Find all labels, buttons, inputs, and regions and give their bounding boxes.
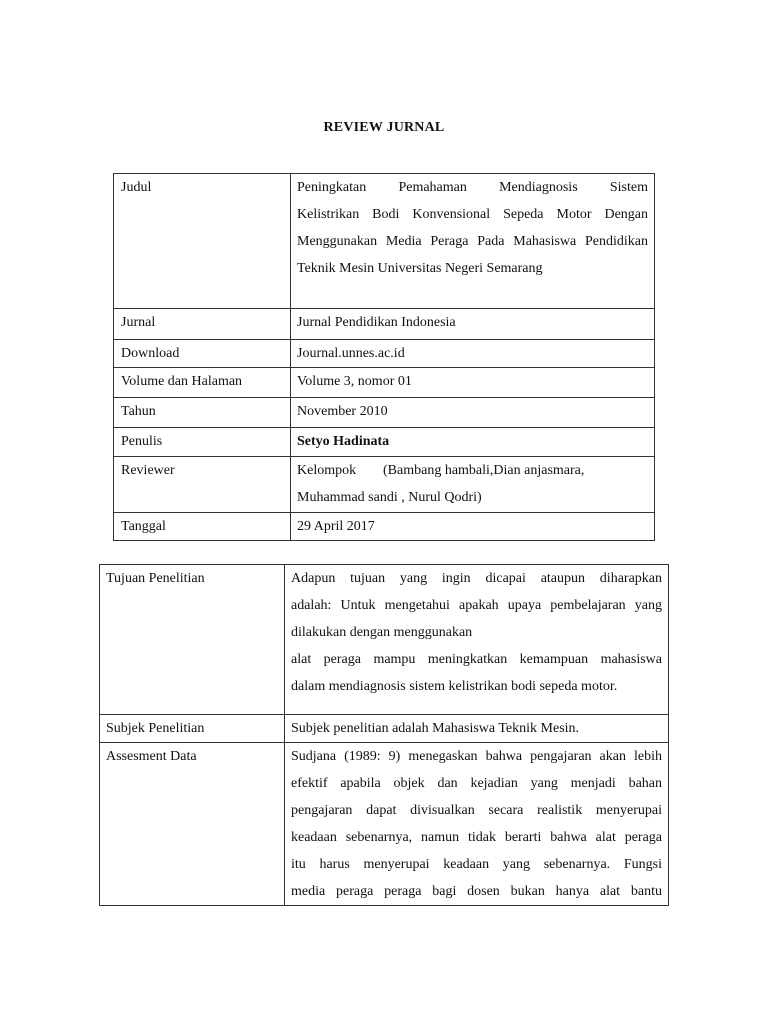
judul-label: Judul [114,174,291,309]
subjek-label: Subjek Penelitian [100,715,285,743]
reviewer-value [291,457,655,513]
table-row [114,398,655,428]
judul-value [291,174,655,309]
table-row [114,368,655,398]
download-label: Download [114,340,291,368]
table-row [100,565,669,715]
assessment-line: efektif apabila objek dan kejadian yang menjadi bahan [291,776,662,791]
assessment-line: keadaan sebenarnya, namun tidak berarti bahwa alat peraga [291,830,662,845]
tujuan-line: adalah: Untuk mengetahui apakah upaya pembelajaran yang [291,598,662,613]
penulis-value: Setyo Hadinata [291,428,655,457]
table-row [114,457,655,513]
journal-info-table [113,173,655,541]
document-title: REVIEW JURNAL [323,120,445,135]
reviewer-label: Reviewer [114,457,291,513]
tujuan-value [285,565,669,715]
table-row [114,309,655,340]
judul-line: Menggunakan Media Peraga Pada Mahasiswa Pendidikan [297,234,648,249]
tujuan-label: Tujuan Penelitian [100,565,285,715]
table-row [114,513,655,541]
jurnal-value: Jurnal Pendidikan Indonesia [291,309,655,340]
jurnal-label: Jurnal [114,309,291,340]
reviewer-group: Kelompok [297,463,357,478]
assessment-line: pengajaran dapat divisualkan secara realistik menyerupai [291,803,662,818]
tahun-value: November 2010 [291,398,655,428]
tujuan-line: Adapun tujuan yang ingin dicapai ataupun diharapkan [291,571,662,586]
tujuan-line: dalam mendiagnosis sistem kelistrikan bodi sepeda motor. [291,679,618,694]
subjek-value: Subjek penelitian adalah Mahasiswa Teknik Mesin. [285,715,669,743]
table-row [114,174,655,309]
table-row [114,340,655,368]
assessment-line: Sudjana (1989: 9) menegaskan bahwa pengajaran akan lebih [291,749,662,764]
reviewer-names: (Bambang hambali,Dian anjasmara, [383,463,585,478]
penulis-label: Penulis [114,428,291,457]
table-row [114,428,655,457]
assessment-line: media peraga peraga bagi dosen bukan hanya alat bantu [291,884,662,899]
volume-value: Volume 3, nomor 01 [291,368,655,398]
assessment-label: Assesment Data [100,743,285,906]
reviewer-line [297,457,648,484]
table-row [100,715,669,743]
tahun-label: Tahun [114,398,291,428]
tujuan-line: dilakukan dengan menggunakan [291,625,473,640]
judul-line: Kelistrikan Bodi Konvensional Sepeda Motor Dengan [297,207,648,222]
research-summary-table [99,564,669,906]
tanggal-label: Tanggal [114,513,291,541]
tujuan-line: alat peraga mampu meningkatkan kemampuan mahasiswa [291,652,662,667]
reviewer-names: Muhammad sandi , Nurul Qodri) [297,490,482,505]
table-row [100,743,669,906]
tanggal-value: 29 April 2017 [291,513,655,541]
judul-line: Peningkatan Pemahaman Mendiagnosis Sistem [297,180,648,195]
judul-line: Teknik Mesin Universitas Negeri Semarang [297,261,543,276]
download-value: Journal.unnes.ac.id [291,340,655,368]
volume-label: Volume dan Halaman [114,368,291,398]
assessment-line: itu harus menyerupai keadaan yang sebenarnya. Fungsi [291,857,662,872]
assessment-value [285,743,669,906]
